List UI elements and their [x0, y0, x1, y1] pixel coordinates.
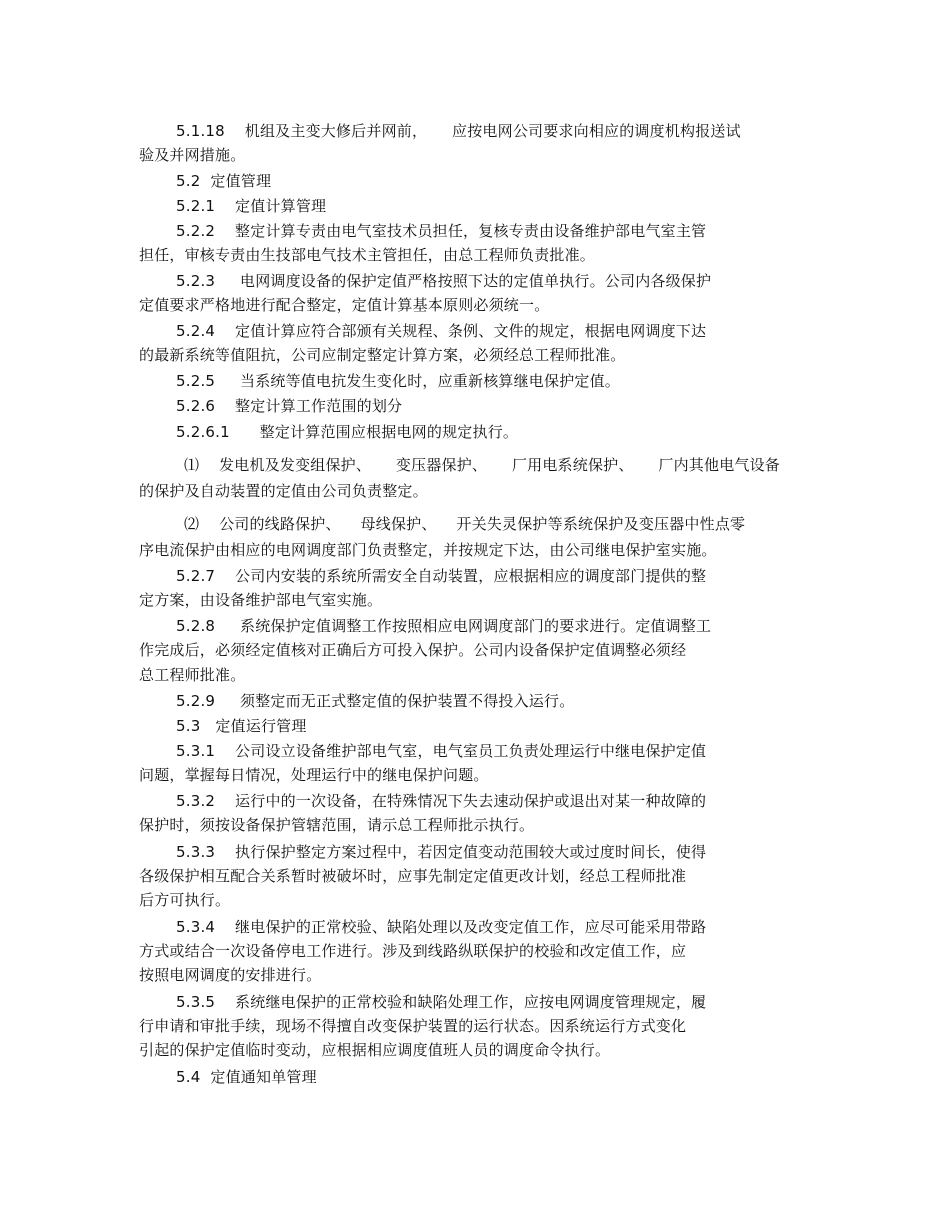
paragraph-5-3-2-line-2: 保护时，须按设备保护管辖范围，请示总工程师批示执行。 — [139, 816, 535, 834]
paragraph-5-2-8-line-2: 作完成后，必须经定值核对正确后方可投入保护。公司内设备保护定值调整必须经 — [139, 641, 687, 659]
paragraph-5-3-3-line-1: 5.3.3 执行保护整定方案过程中，若因定值变动范围较大或过度时间长，使得 — [176, 843, 707, 861]
paragraph-5-2-3-line-1: 5.2.3 电网调度设备的保护定值严格按照下达的定值单执行。公司内各级保护 — [176, 272, 712, 290]
section-heading-5-2: 5.2 定值管理 — [176, 172, 272, 190]
paragraph-5-2-8-line-3: 总工程师批准。 — [139, 666, 246, 684]
section-heading-5-2-1: 5.2.1 定值计算管理 — [176, 197, 327, 215]
paragraph-5-2-4-line-1: 5.2.4 定值计算应符合部颁有关规程、条例、文件的规定，根据电网调度下达 — [176, 322, 707, 340]
section-heading-5-2-6: 5.2.6 整定计算工作范围的划分 — [176, 397, 403, 415]
list-item-2-line-1: ⑵ 公司的线路保护、 母线保护、 开关失灵保护等系统保护及变压器中性点零 — [184, 515, 746, 533]
paragraph-5-1-18-line-1: 5.1.18 机组及主变大修后并网前， 应按电网公司要求向相应的调度机构报送试 — [176, 122, 741, 140]
paragraph-5-2-3-line-2: 定值要求严格地进行配合整定，定值计算基本原则必须统一。 — [139, 296, 550, 314]
paragraph-5-3-1-line-2: 问题，掌握每日情况，处理运行中的继电保护问题。 — [139, 766, 489, 784]
paragraph-5-3-3-line-2: 各级保护相互配合关系暂时被破坏时，应事先制定定值更改计划，经总工程师批准 — [139, 867, 687, 885]
list-item-2-line-2: 序电流保护由相应的电网调度部门负责整定，并按规定下达，由公司继电保护室实施。 — [139, 541, 717, 559]
paragraph-5-3-4-line-1: 5.3.4 继电保护的正常校验、缺陷处理以及改变定值工作，应尽可能采用带路 — [176, 918, 707, 936]
paragraph-5-2-9: 5.2.9 须整定而无正式整定值的保护装置不得投入运行。 — [176, 692, 575, 710]
paragraph-5-2-7-line-2: 定方案，由设备维护部电气室实施。 — [139, 591, 383, 609]
paragraph-5-3-2-line-1: 5.3.2 运行中的一次设备，在特殊情况下失去速动保护或退出对某一种故障的 — [176, 792, 707, 810]
paragraph-5-3-5-line-3: 引起的保护定值临时变动，应根据相应调度值班人员的调度命令执行。 — [139, 1041, 611, 1059]
paragraph-5-2-2-line-2: 担任，审核专责由生技部电气技术主管担任，由总工程师负责批准。 — [139, 246, 596, 264]
paragraph-5-2-6-1: 5.2.6.1 整定计算范围应根据电网的规定执行。 — [176, 423, 519, 441]
paragraph-5-2-5: 5.2.5 当系统等值电抗发生变化时，应重新核算继电保护定值。 — [176, 372, 621, 390]
section-heading-5-4: 5.4 定值通知单管理 — [176, 1068, 317, 1086]
list-item-1-line-2: 的保护及自动装置的定值由公司负责整定。 — [139, 482, 428, 500]
paragraph-5-2-7-line-1: 5.2.7 公司内安装的系统所需安全自动装置，应根据相应的调度部门提供的整 — [176, 567, 707, 585]
paragraph-5-2-4-line-2: 的最新系统等值阻抗，公司应制定整定计算方案，必须经总工程师批准。 — [139, 346, 626, 364]
paragraph-5-3-4-line-2: 方式或结合一次设备停电工作进行。涉及到线路纵联保护的校验和改定值工作，应 — [139, 942, 687, 960]
paragraph-5-3-1-line-1: 5.3.1 公司设立设备维护部电气室，电气室员工负责处理运行中继电保护定值 — [176, 742, 707, 760]
paragraph-5-3-3-line-3: 后方可执行。 — [139, 891, 231, 909]
paragraph-5-3-5-line-2: 行申请和审批手续，现场不得擅自改变保护装置的运行状态。因系统运行方式变化 — [139, 1017, 687, 1035]
section-heading-5-3: 5.3 定值运行管理 — [176, 717, 307, 735]
paragraph-5-2-2-line-1: 5.2.2 整定计算专责由电气室技术员担任，复核专责由设备维护部电气室主管 — [176, 222, 707, 240]
list-item-1-line-1: ⑴ 发电机及发变组保护、 变压器保护、 厂用电系统保护、 厂内其他电气设备 — [184, 456, 780, 474]
paragraph-5-3-5-line-1: 5.3.5 系统继电保护的正常校验和缺陷处理工作，应按电网调度管理规定，履 — [176, 993, 707, 1011]
paragraph-5-3-4-line-3: 按照电网调度的安排进行。 — [139, 966, 322, 984]
paragraph-5-2-8-line-1: 5.2.8 系统保护定值调整工作按照相应电网调度部门的要求进行。定值调整工 — [176, 617, 712, 635]
paragraph-5-1-18-line-2: 验及并网措施。 — [139, 146, 246, 164]
